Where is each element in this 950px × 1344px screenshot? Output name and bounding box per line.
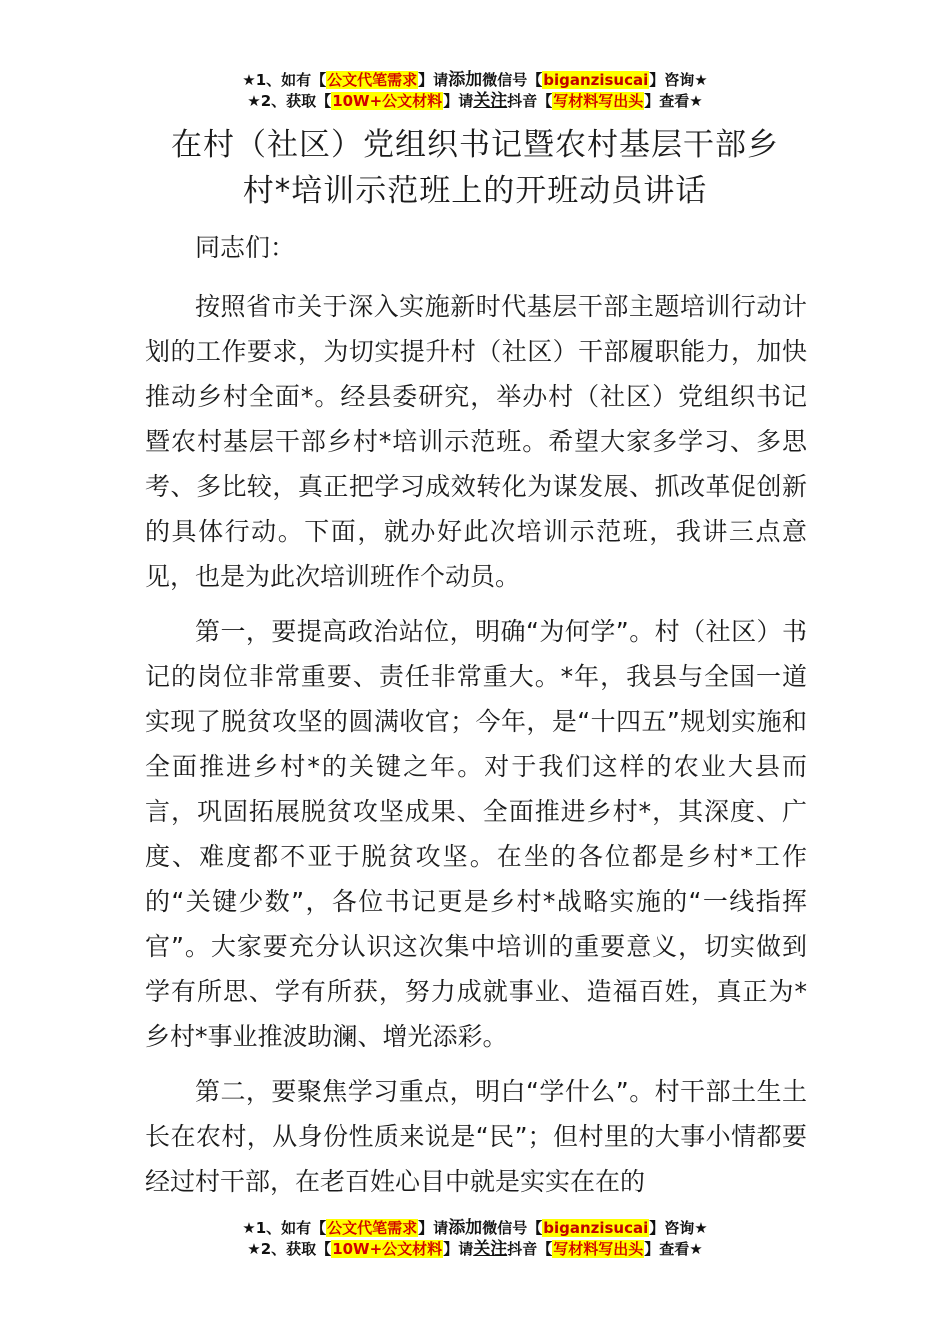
banner-text: ★1、如有【: [242, 1219, 327, 1237]
banner-text: 微信号【: [482, 1219, 543, 1237]
banner-text: 】查看★: [644, 92, 703, 110]
paragraph-intro: 按照省市关于深入实施新时代基层干部主题培训行动计划的工作要求，为切实提升村（社区）干部履职能力，加快推动乡村全面*。经县委研究，举办村（社区）党组织书记暨农村基层干部乡村*培训示范班。希望大家多学习、多思考、多比较，真正把学习成效转化为谋发展、抓改革促创新的具体行动。下面，就办好此次培训示范班，我讲三点意见，也是为此次培训班作个动员。: [145, 292, 807, 591]
header-banner: [0, 70, 950, 112]
banner-text-emphasis: 添加: [448, 70, 483, 90]
banner-line-1: [0, 70, 950, 91]
banner-text: 微信号【: [482, 71, 543, 89]
banner-text: ★1、如有【: [242, 71, 327, 89]
banner-line-1: [0, 1218, 950, 1239]
greeting: 同志们：: [195, 233, 296, 262]
highlight-materials: 10W+公文材料: [332, 92, 443, 110]
banner-text: 】咨询★: [649, 1219, 708, 1237]
banner-text: ★2、获取【: [247, 1240, 332, 1258]
banner-text: 】请: [443, 1240, 474, 1258]
banner-line-2: [0, 91, 950, 112]
title-line-1: 在村（社区）党组织书记暨农村基层干部乡: [171, 127, 779, 163]
banner-text: 】查看★: [644, 1240, 703, 1258]
paragraph-second-point: 第二，要聚焦学习重点，明白“学什么”。村干部土生土长在农村，从身份性质来说是“民”；但村里的大事小情都要经过村干部，在老百姓心目中就是实实在在的: [145, 1077, 807, 1196]
banner-text: 】请: [418, 1219, 449, 1237]
highlight-service: 公文代笔需求: [327, 71, 418, 89]
highlight-materials: 10W+公文材料: [332, 1240, 443, 1258]
banner-text: 抖音【: [507, 92, 553, 110]
highlight-douyin-account: 写材料写出头: [553, 92, 644, 110]
banner-text-emphasis: 关注: [473, 1239, 508, 1259]
paragraph-first-point: 第一，要提高政治站位，明确“为何学”。村（社区）书记的岗位非常重要、责任非常重大。*年，我县与全国一道实现了脱贫攻坚的圆满收官；今年，是“十四五”规划实施和全面推进乡村*的关键之年。对于我们这样的农业大县而言，巩固拓展脱贫攻坚成果、全面推进乡村*，其深度、广度、难度都不亚于脱贫攻坚。在坐的各位都是乡村*工作的“关键少数”，各位书记更是乡村*战略实施的“一线指挥官”。大家要充分认识这次集中培训的重要意义，切实做到学有所思、学有所获，努力成就事业、造福百姓，真正为*乡村*事业推波助澜、增光添彩。: [145, 617, 807, 1051]
banner-text-emphasis: 关注: [473, 91, 508, 111]
footer-banner: [0, 1218, 950, 1260]
banner-text: 】请: [443, 92, 474, 110]
banner-text-emphasis: 添加: [448, 1218, 483, 1238]
banner-line-2: [0, 1239, 950, 1260]
highlight-wechat-id: biganzisucai: [543, 71, 649, 89]
title-line-2: 村*培训示范班上的开班动员讲话: [242, 173, 708, 209]
highlight-service: 公文代笔需求: [327, 1219, 418, 1237]
banner-text: 】咨询★: [649, 71, 708, 89]
banner-text: ★2、获取【: [247, 92, 332, 110]
banner-text: 抖音【: [507, 1240, 553, 1258]
highlight-douyin-account: 写材料写出头: [553, 1240, 644, 1258]
highlight-wechat-id: biganzisucai: [543, 1219, 649, 1237]
banner-text: 】请: [418, 71, 449, 89]
document-body: [145, 225, 807, 1214]
document-title: [120, 122, 830, 214]
